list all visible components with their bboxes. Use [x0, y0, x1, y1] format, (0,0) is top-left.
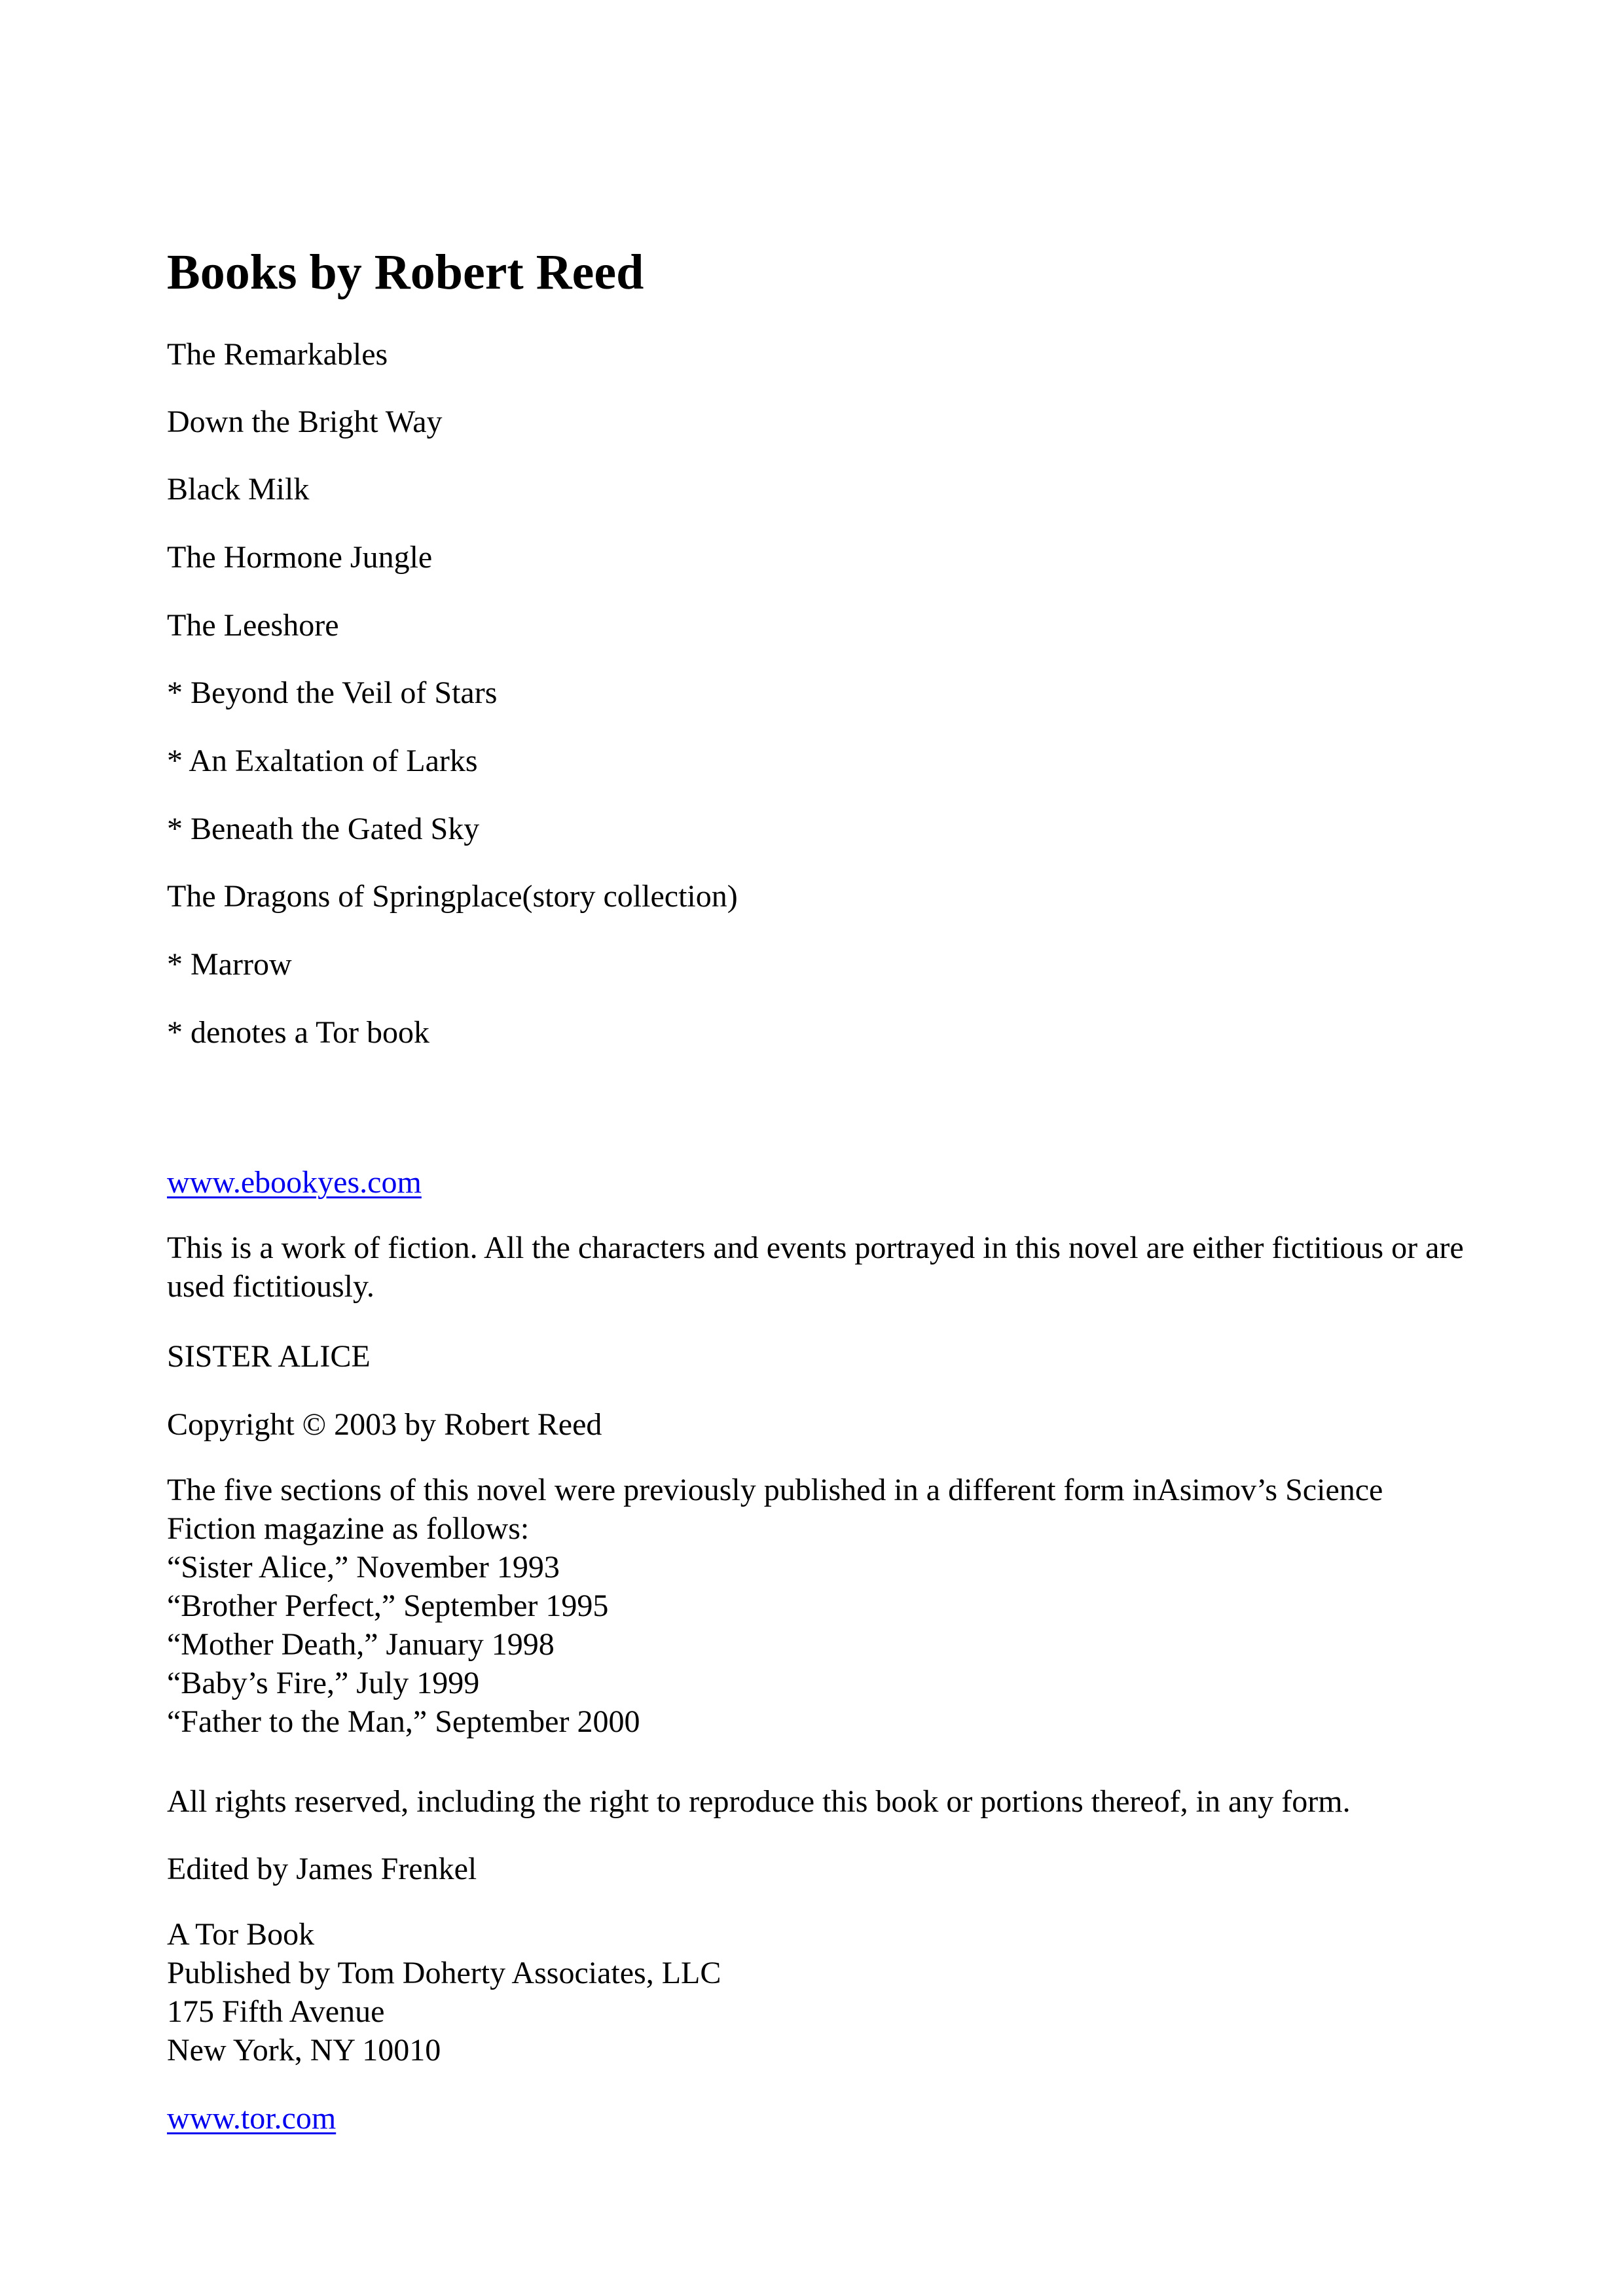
ebook-site-line: [167, 1167, 422, 1198]
book-list-item: Black Milk: [167, 472, 310, 507]
publication-history: [167, 1471, 1470, 1741]
sections-intro: The five sections of this novel were previously published in a different form inAsimov’s Science Fiction magazine as follows:: [167, 1473, 1383, 1546]
section-entry: “Sister Alice,” November 1993: [167, 1550, 560, 1585]
section-entry: “Mother Death,” January 1998: [167, 1627, 555, 1662]
tor-footnote: * denotes a Tor book: [167, 1015, 430, 1050]
section-entry: “Brother Perfect,” September 1995: [167, 1588, 609, 1623]
book-list-item: The Hormone Jungle: [167, 540, 433, 575]
book-list-item: The Leeshore: [167, 608, 339, 643]
book-list-item: * Beneath the Gated Sky: [167, 812, 480, 846]
section-entry: “Baby’s Fire,” July 1999: [167, 1666, 480, 1700]
book-list-item: Down the Bright Way: [167, 404, 443, 439]
editor-credit: Edited by James Frenkel: [167, 1852, 477, 1886]
book-list-item: * Beyond the Veil of Stars: [167, 675, 498, 710]
publisher-line: A Tor Book: [167, 1917, 315, 1952]
fiction-notice: This is a work of fiction. All the characters and events portrayed in this novel are either fictitious or are used fictitiously.: [167, 1230, 1464, 1304]
copyright-page: [167, 0, 1476, 2296]
book-list-item: The Remarkables: [167, 337, 388, 372]
book-list-item: * An Exaltation of Larks: [167, 744, 478, 778]
section-entry: “Father to the Man,” September 2000: [167, 1704, 640, 1739]
tor-site-line: [167, 2103, 336, 2134]
tor-link[interactable]: www.tor.com: [167, 2101, 337, 2136]
page-title: Books by Robert Reed: [167, 245, 644, 300]
copyright-line: Copyright © 2003 by Robert Reed: [167, 1407, 602, 1442]
rights-notice: All rights reserved, including the right to reproduce this book or portions thereof, in any form.: [167, 1784, 1351, 1819]
ebookyes-link[interactable]: www.ebookyes.com: [167, 1165, 422, 1200]
book-list-item: * Marrow: [167, 947, 292, 982]
book-title: SISTER ALICE: [167, 1339, 371, 1374]
publisher-line: Published by Tom Doherty Associates, LLC: [167, 1956, 721, 1990]
publisher-address: [167, 1915, 721, 2070]
publisher-line: New York, NY 10010: [167, 2033, 441, 2068]
book-list-item: The Dragons of Springplace(story collection): [167, 879, 738, 914]
publisher-line: 175 Fifth Avenue: [167, 1994, 385, 2029]
